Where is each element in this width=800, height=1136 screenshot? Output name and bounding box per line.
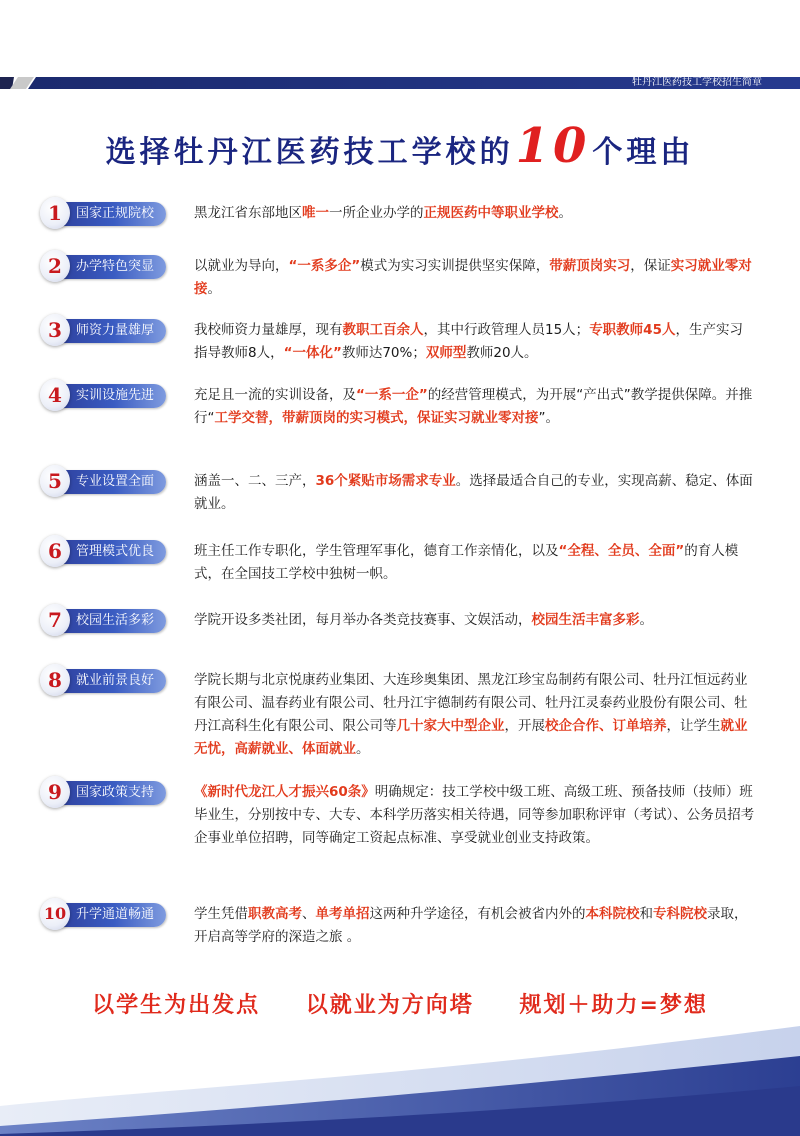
- reason-badge: [40, 667, 168, 695]
- reason-label: 就业前景良好: [76, 673, 155, 688]
- reason-number: 7: [40, 604, 70, 636]
- slogan-1: 以学生为出发点: [92, 993, 261, 1018]
- description-text: ，其中行政管理人员15人；: [423, 322, 590, 338]
- description-text: ”。: [538, 410, 559, 426]
- description-text: 。: [207, 281, 221, 297]
- highlight-text: 36个紧贴市场需求专业: [315, 473, 456, 489]
- reason-badge: [40, 538, 168, 566]
- highlight-text: 专科院校: [653, 906, 707, 922]
- highlight-text: 带薪顶岗实习: [549, 258, 631, 274]
- highlight-text: 教职工百余人: [342, 322, 424, 338]
- description-text: 和: [639, 906, 653, 922]
- description-text: 。: [356, 741, 370, 757]
- reason-badge: [40, 779, 168, 807]
- description-text: 。选择最适合自己的专业，实现高薪、稳定、体面就业。: [194, 473, 753, 512]
- reason-badge: [40, 607, 168, 635]
- description-text: ，让学生: [666, 718, 721, 734]
- description-text: 的经营管理模式，为开展“产出式”教学提供保障。并推行“: [194, 387, 753, 426]
- reason-number: 6: [40, 535, 70, 567]
- reason-label: 国家正规院校: [76, 206, 155, 221]
- description-text: 黑龙江省东部地区: [194, 205, 302, 221]
- description-text: ，生产实习指导教师8人，: [194, 322, 743, 361]
- description-text: 涵盖一、二、三产，: [194, 473, 316, 489]
- footer-wave-decoration: [0, 1016, 800, 1136]
- highlight-text: 工学交替，带薪顶岗的实习模式，保证实习就业零对接: [214, 410, 539, 426]
- reason-number: 3: [40, 314, 70, 346]
- reason-description: [194, 470, 756, 516]
- description-text: 模式为实习实训提供坚实保障，: [360, 258, 550, 274]
- reason-label: 办学特色突显: [76, 259, 155, 274]
- reason-badge: [40, 253, 168, 281]
- reason-number: 10: [40, 898, 70, 930]
- highlight-text: 就业无忧，高薪就业、体面就业: [194, 718, 748, 757]
- description-text: 的育人模式，在全国技工学校中独树一帜。: [194, 543, 739, 582]
- description-text: 教师20人。: [466, 345, 538, 361]
- reason-label: 升学通道畅通: [76, 907, 155, 922]
- description-text: 。: [558, 205, 572, 221]
- reason-number: 9: [40, 776, 70, 808]
- highlight-text: 单考单招: [315, 906, 370, 922]
- description-text: 我校师资力量雄厚，现有: [194, 322, 343, 338]
- description-text: 以就业为导向，: [194, 258, 289, 274]
- reason-description: [194, 202, 756, 225]
- reason-description: [194, 384, 756, 430]
- highlight-text: 正规医药中等职业学校: [423, 205, 559, 221]
- description-text: ，保证: [630, 258, 671, 274]
- highlight-text: 专职教师45人: [589, 322, 676, 338]
- reason-description: [194, 781, 756, 850]
- slogan-row: [0, 988, 800, 1019]
- description-text: 、: [302, 906, 316, 922]
- reason-label: 校园生活多彩: [76, 613, 155, 628]
- reason-number: 5: [40, 465, 70, 497]
- reason-label: 实训设施先进: [76, 388, 155, 403]
- reason-number: 2: [40, 250, 70, 282]
- reason-badge: [40, 468, 168, 496]
- reason-label: 国家政策支持: [76, 785, 155, 800]
- highlight-text: 唯一: [302, 205, 329, 221]
- brochure-title: 牡丹江医药技工学校招生简章: [632, 77, 762, 88]
- reason-description: [194, 540, 756, 586]
- reason-badge: [40, 200, 168, 228]
- reason-number: 1: [40, 197, 70, 229]
- title-prefix: 选择牡丹江医药技工学校的: [105, 135, 514, 170]
- highlight-text: 职教高考: [248, 906, 302, 922]
- reason-badge: [40, 901, 168, 929]
- reason-description: [194, 609, 756, 632]
- description-text: 一所企业办学的: [329, 205, 424, 221]
- description-text: 教师达70%；: [341, 345, 426, 361]
- highlight-text: “一系多企”: [288, 258, 361, 274]
- description-text: 学院长期与北京悦康药业集团、大连珍奥集团、黑龙江珍宝岛制药有限公司、牡丹江恒远药业有限公司、温春药业有限公司、牡丹江宇德制药有限公司、牡丹江灵泰药业股份有限公司、牡丹江高科生化有限公司、限公司等: [194, 672, 748, 734]
- reason-label: 管理模式优良: [76, 544, 155, 559]
- reason-number: 8: [40, 664, 70, 696]
- reason-description: [194, 669, 756, 761]
- highlight-text: 双师型: [425, 345, 467, 361]
- reason-badge: [40, 317, 168, 345]
- description-text: 班主任工作专职化，学生管理军事化，德育工作亲情化，以及: [194, 543, 559, 559]
- description-text: 学生凭借: [194, 906, 248, 922]
- page-title: [0, 118, 800, 174]
- slogan-3: 规划＋助力=梦想: [519, 993, 708, 1018]
- highlight-text: 校企合作、订单培养: [545, 718, 667, 734]
- description-text: 明确规定：技工学校中级工班、高级工班、预备技师（技师）班毕业生，分别按中专、大专、本科学历落实相关待遇，同等参加职称评审（考试）、公务员招考企事业单位招聘，同等确定工资起点标准、享受就业创业支持政策。: [194, 784, 755, 846]
- reason-number: 4: [40, 379, 70, 411]
- reason-description: [194, 255, 756, 301]
- description-text: 这两种升学途径，有机会被省内外的: [369, 906, 586, 922]
- description-text: 录取，开启高等学府的深造之旅 。: [194, 906, 748, 945]
- reason-label: 师资力量雄厚: [76, 323, 155, 338]
- title-number: 10: [515, 118, 591, 174]
- highlight-text: 《新时代龙江人才振兴60条》: [194, 784, 375, 800]
- highlight-text: 本科院校: [585, 906, 640, 922]
- highlight-text: “一体化”: [283, 345, 342, 361]
- reason-label: 专业设置全面: [76, 474, 155, 489]
- highlight-text: 校园生活丰富多彩: [531, 612, 640, 628]
- highlight-text: 几十家大中型企业: [396, 718, 505, 734]
- slogan-2: 以就业为方向塔: [305, 993, 474, 1018]
- highlight-text: “全程、全员、全面”: [558, 543, 685, 559]
- title-suffix: 个理由: [592, 135, 695, 170]
- reason-description: [194, 903, 756, 949]
- reason-badge: [40, 382, 168, 410]
- description-text: ，开展: [504, 718, 545, 734]
- highlight-text: “一系一企”: [356, 387, 428, 403]
- reason-description: [194, 319, 756, 365]
- description-text: 。: [639, 612, 653, 628]
- description-text: 学院开设多类社团，每月举办各类竞技赛事、文娱活动，: [194, 612, 532, 628]
- description-text: 充足且一流的实训设备，及: [194, 387, 356, 403]
- highlight-text: 实习就业零对接: [194, 258, 752, 297]
